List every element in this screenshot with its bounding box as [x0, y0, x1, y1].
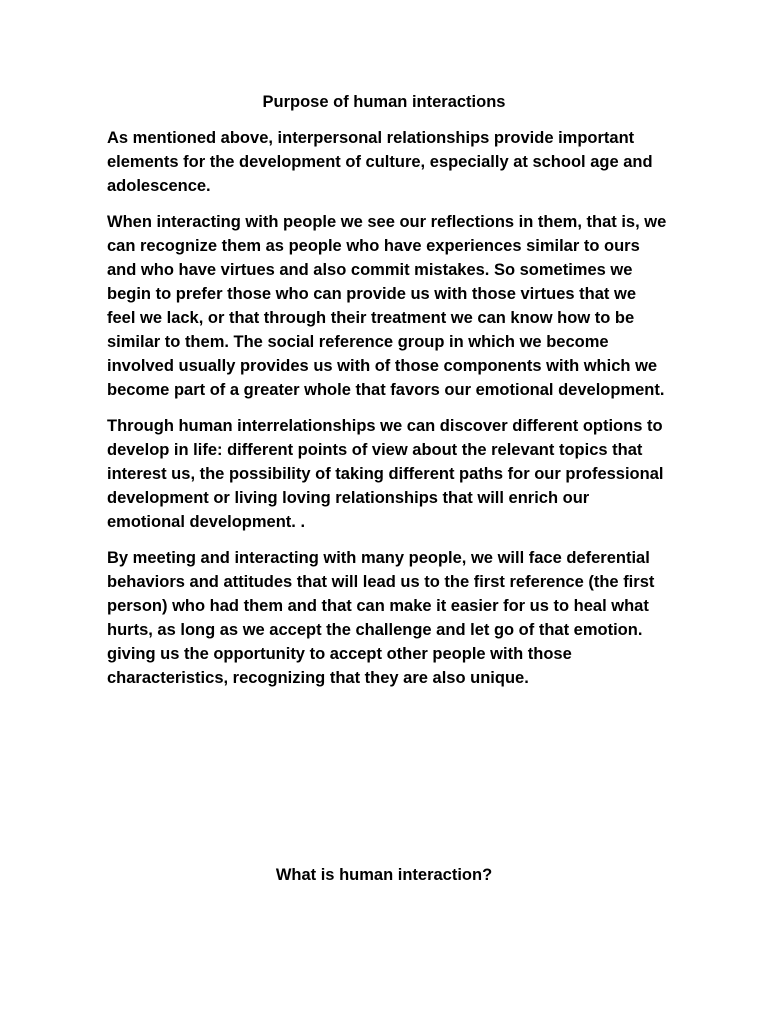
paragraph: As mentioned above, interpersonal relationships provide important elements for the development of culture, especially at school age and adolescence.: [107, 129, 653, 195]
body-text: [107, 126, 667, 702]
paragraph: Through human interrelationships we can discover different options to develop in life: different points of view about the relevant topics that interest us, the possibility of taking different paths for our professional development or living loving relationships that will enrich our emotional development. .: [107, 417, 664, 531]
page-title: Purpose of human interactions: [262, 93, 506, 111]
paragraph: When interacting with people we see our reflections in them, that is, we can recognize them as people who have experiences similar to ours and who have virtues and also commit mistakes. So sometimes we begin to prefer those who can provide us with those virtues that we feel we lack, or that through their treatment we can know how to be similar to them. The social reference group in which we become involved usually provides us with of those components with which we become part of a greater whole that favors our emotional development.: [107, 213, 667, 399]
paragraph: By meeting and interacting with many people, we will face deferential behaviors and attitudes that will lead us to the first reference (the first person) who had them and that can make it easier for us to heal what hurts, as long as we accept the challenge and let go of that emotion. giving us the opportunity to accept other people with those characteristics, recognizing that they are also unique.: [107, 549, 655, 687]
section-heading: What is human interaction?: [275, 866, 493, 884]
